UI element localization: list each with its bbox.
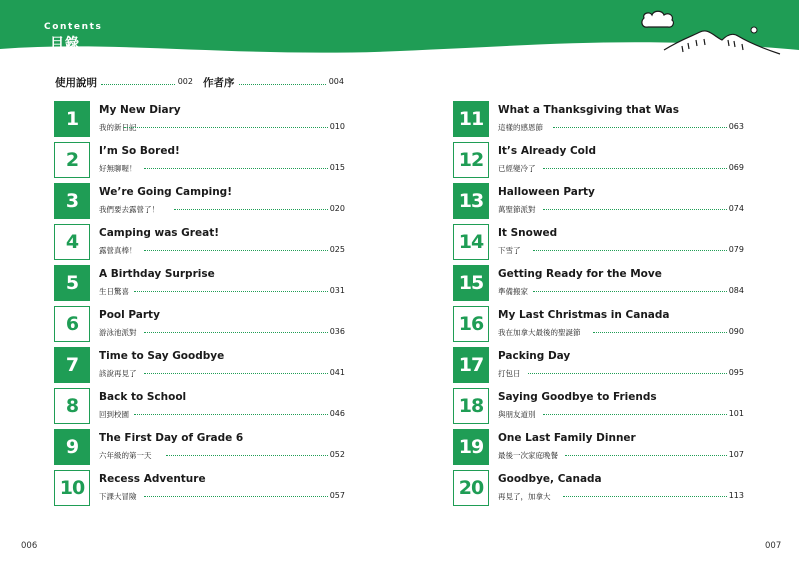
chapter-number: 10 <box>54 470 90 506</box>
chapter-page: 020 <box>329 204 345 213</box>
intro-item-preface[interactable] <box>203 75 344 89</box>
leader-dots <box>166 455 328 456</box>
toc-entry[interactable] <box>453 429 744 465</box>
chapter-number: 2 <box>54 142 90 178</box>
leader-dots <box>144 496 328 497</box>
leader-dots <box>134 414 328 415</box>
page-number-right: 007 <box>765 541 782 551</box>
chapter-number: 15 <box>453 265 489 301</box>
chapter-title: Packing Day <box>498 350 571 362</box>
chapter-subtitle: 六年級的第一天 <box>99 451 152 460</box>
chapter-number: 5 <box>54 265 90 301</box>
intro-page: 002 <box>177 77 193 86</box>
contents-label: Contents <box>44 22 103 32</box>
chapter-title: I’m So Bored! <box>99 145 180 157</box>
chapter-page: 090 <box>728 327 744 336</box>
leader-dots <box>144 168 328 169</box>
chapter-title: It’s Already Cold <box>498 145 596 157</box>
chapter-subtitle: 萬聖節派對 <box>498 205 536 214</box>
leader-dots <box>593 332 727 333</box>
chapter-subtitle: 準備搬家 <box>498 287 528 296</box>
toc-entry[interactable] <box>54 101 345 137</box>
toc-entry[interactable] <box>54 183 345 219</box>
chapter-number: 9 <box>54 429 90 465</box>
chapter-title: Getting Ready for the Move <box>498 268 662 280</box>
chapter-title: What a Thanksgiving that Was <box>498 104 679 116</box>
intro-label: 使用說明 <box>55 77 97 89</box>
chapter-page: 113 <box>728 491 744 500</box>
chapter-number: 6 <box>54 306 90 342</box>
chapter-number: 7 <box>54 347 90 383</box>
chapter-page: 025 <box>329 245 345 254</box>
chapter-title: My Last Christmas in Canada <box>498 309 670 321</box>
chapter-subtitle: 好無聊喔！ <box>99 164 137 173</box>
chapter-subtitle: 下雪了 <box>498 246 521 255</box>
leader-dots <box>239 84 326 85</box>
chapter-title: Halloween Party <box>498 186 595 198</box>
leader-dots <box>144 332 328 333</box>
leader-dots <box>543 414 727 415</box>
chapter-page: 031 <box>329 286 345 295</box>
toc-entry[interactable] <box>54 265 345 301</box>
page-title: 目錄 <box>50 36 80 52</box>
toc-entry[interactable] <box>453 265 744 301</box>
chapter-number: 14 <box>453 224 489 260</box>
leader-dots <box>553 127 727 128</box>
toc-entry[interactable] <box>54 429 345 465</box>
chapter-number: 17 <box>453 347 489 383</box>
chapter-title: It Snowed <box>498 227 558 239</box>
chapter-subtitle: 再見了，加拿大 <box>498 492 551 501</box>
chapter-page: 063 <box>728 122 744 131</box>
leader-dots <box>543 209 727 210</box>
intro-item-usage[interactable] <box>55 75 193 89</box>
chapter-number: 18 <box>453 388 489 424</box>
chapter-subtitle: 露營真棒！ <box>99 246 137 255</box>
chapter-page: 057 <box>329 491 345 500</box>
toc-entry[interactable] <box>453 347 744 383</box>
leader-dots <box>533 250 727 251</box>
intro-label: 作者序 <box>203 77 235 89</box>
page-number-left: 006 <box>21 541 38 551</box>
toc-entry[interactable] <box>54 224 345 260</box>
chapter-page: 069 <box>728 163 744 172</box>
toc-entry[interactable] <box>453 388 744 424</box>
leader-dots <box>533 291 727 292</box>
toc-entry[interactable] <box>54 388 345 424</box>
chapter-title: Camping was Great! <box>99 227 219 239</box>
chapter-subtitle: 生日驚喜 <box>99 287 129 296</box>
toc-entry[interactable] <box>54 470 345 506</box>
chapter-subtitle: 這樣的感恩節 <box>498 123 543 132</box>
leader-dots <box>144 250 328 251</box>
chapter-title: Back to School <box>99 391 187 403</box>
toc-entry[interactable] <box>453 183 744 219</box>
chapter-subtitle: 游泳池派對 <box>99 328 137 337</box>
leader-dots <box>563 496 727 497</box>
chapter-subtitle: 已經變冷了 <box>498 164 536 173</box>
chapter-number: 19 <box>453 429 489 465</box>
chapter-page: 010 <box>329 122 345 131</box>
chapter-title: Recess Adventure <box>99 473 206 485</box>
leader-dots <box>528 373 727 374</box>
toc-entry[interactable] <box>453 224 744 260</box>
chapter-title: A Birthday Surprise <box>99 268 215 280</box>
leader-dots <box>543 168 727 169</box>
chapter-number: 13 <box>453 183 489 219</box>
chapter-title: Time to Say Goodbye <box>99 350 225 362</box>
mountain-cloud-illustration <box>630 10 799 66</box>
chapter-subtitle: 我在加拿大最後的聖誕節 <box>498 328 581 337</box>
toc-entry[interactable] <box>453 142 744 178</box>
chapter-number: 11 <box>453 101 489 137</box>
leader-dots <box>134 291 328 292</box>
chapter-number: 1 <box>54 101 90 137</box>
chapter-number: 16 <box>453 306 489 342</box>
chapter-title: Pool Party <box>99 309 160 321</box>
chapter-number: 3 <box>54 183 90 219</box>
leader-dots <box>144 373 328 374</box>
chapter-subtitle: 回到校園 <box>99 410 129 419</box>
chapter-subtitle: 與朋友道別 <box>498 410 536 419</box>
chapter-subtitle: 該說再見了 <box>99 369 137 378</box>
chapter-subtitle: 打包日 <box>498 369 521 378</box>
chapter-subtitle: 最後一次家庭晚餐 <box>498 451 558 460</box>
chapter-page: 079 <box>728 245 744 254</box>
chapter-page: 036 <box>329 327 345 336</box>
leader-dots <box>174 209 328 210</box>
intro-page: 004 <box>328 77 344 86</box>
chapter-page: 101 <box>728 409 744 418</box>
chapter-subtitle: 下課大冒險 <box>99 492 137 501</box>
chapter-page: 015 <box>329 163 345 172</box>
chapter-number: 8 <box>54 388 90 424</box>
chapter-title: My New Diary <box>99 104 181 116</box>
toc-entry[interactable] <box>453 101 744 137</box>
leader-dots <box>101 84 175 85</box>
leader-dots <box>124 127 328 128</box>
chapter-title: One Last Family Dinner <box>498 432 636 444</box>
chapter-page: 046 <box>329 409 345 418</box>
chapter-page: 084 <box>728 286 744 295</box>
chapter-number: 20 <box>453 470 489 506</box>
chapter-number: 12 <box>453 142 489 178</box>
chapter-page: 052 <box>329 450 345 459</box>
chapter-title: Saying Goodbye to Friends <box>498 391 657 403</box>
toc-entry[interactable] <box>54 347 345 383</box>
leader-dots <box>565 455 727 456</box>
chapter-title: We’re Going Camping! <box>99 186 232 198</box>
chapter-title: The First Day of Grade 6 <box>99 432 244 444</box>
chapter-title: Goodbye, Canada <box>498 473 602 485</box>
chapter-page: 107 <box>728 450 744 459</box>
toc-entry[interactable] <box>54 306 345 342</box>
toc-entry[interactable] <box>453 470 744 506</box>
toc-entry[interactable] <box>453 306 744 342</box>
chapter-subtitle: 我們要去露營了！ <box>99 205 159 214</box>
chapter-subtitle: 我的新日記 <box>99 123 137 132</box>
chapter-page: 095 <box>728 368 744 377</box>
chapter-page: 074 <box>728 204 744 213</box>
chapter-number: 4 <box>54 224 90 260</box>
toc-entry[interactable] <box>54 142 345 178</box>
chapter-page: 041 <box>329 368 345 377</box>
